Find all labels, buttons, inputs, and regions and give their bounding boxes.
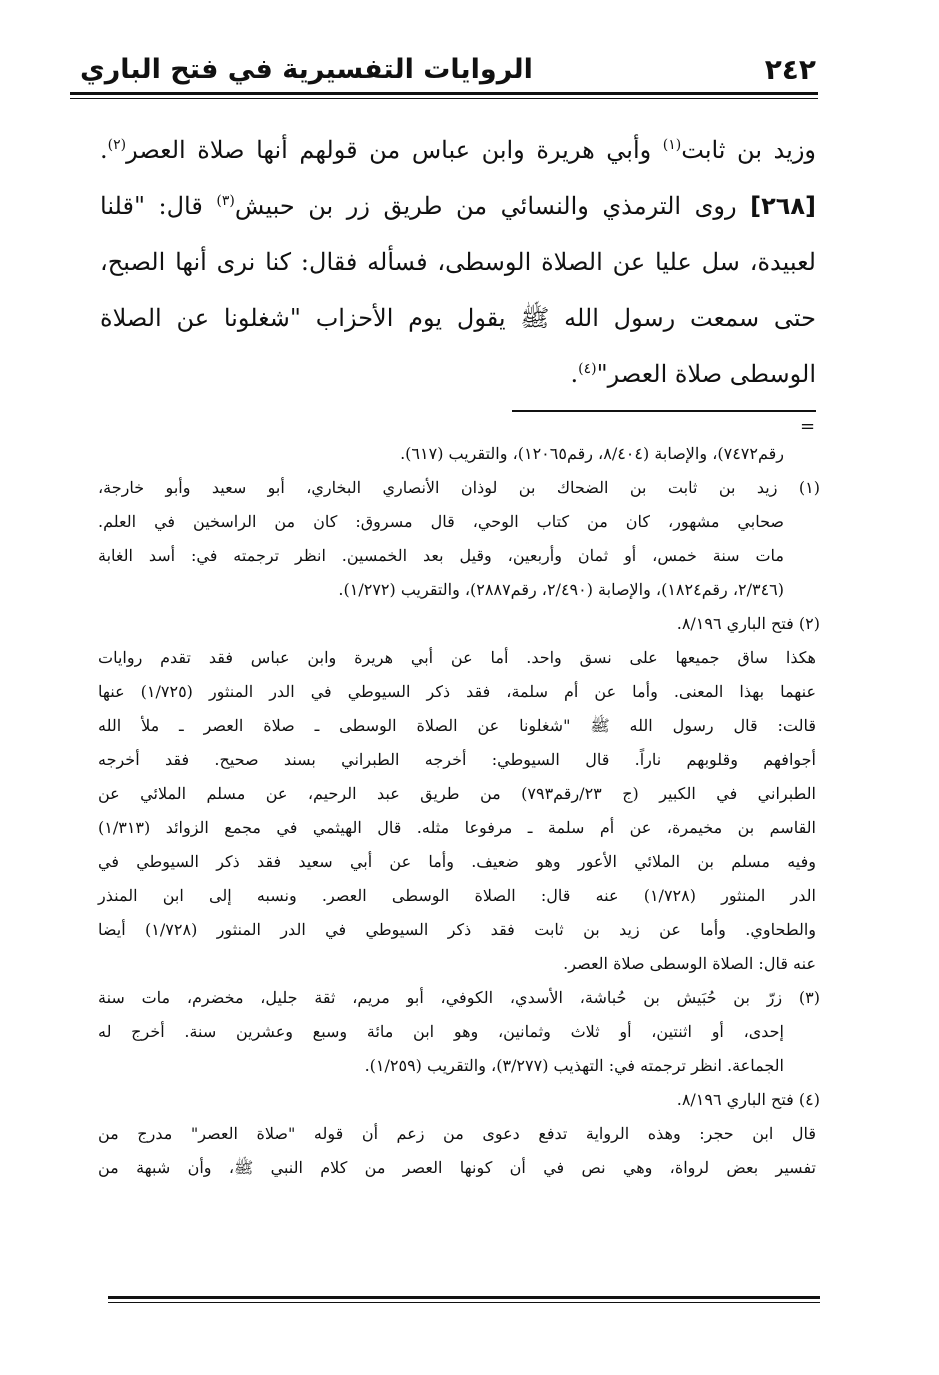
footnote-ref: (١) [662, 137, 682, 153]
page-header [70, 52, 820, 92]
running-title: الروايات التفسيرية في فتح الباري [80, 54, 533, 85]
footnote-ref: (٢) [107, 137, 127, 153]
main-line-3: لعبيدة، سل عليا عن الصلاة الوسطى، فسأله فقال: كنا نرى أنها الصبح، [100, 248, 816, 276]
page-number: ٢٤٢ [764, 53, 816, 86]
footnote-3-line: (٣) زرّ بن حُبَيش بن حُباشة، الأسدي، الكوفي، أبو مريم، ثقة جليل، مخضرم، مات سنة [98, 988, 820, 1007]
main-line-5: الوسطى صلاة العصر"$^{(٤)}$. [570, 360, 816, 388]
footnote-2-line: الطبراني في الكبير (ج ٢٣/رقم٧٩٣) من طريق عبد الرحيم، عن مسلم الملائي عن [98, 784, 817, 803]
footnote-2-line: وفيه مسلم بن الملائي الأعور وهو ضعيف. وأما عن أبي سعيد فقد ذكر السيوطي في [98, 852, 816, 871]
footnote-2-line: القاسم بن مخيمرة، عن أم سلمة ـ مرفوعا مثله. قال الهيثمي في مجمع الزوائد (١/٣١٣) [98, 818, 816, 837]
footnote-2-line: قالت: قال رسول الله ﷺ "شغلونا عن الصلاة الوسطى ـ صلاة العصر ـ ملأ الله [98, 716, 816, 735]
footer-rule-thin [108, 1302, 820, 1303]
footnote-2-line: عنهما بهذا المعنى. وأما عن أم سلمة، فقد ذكر السيوطي في الدر المنثور (١/٧٢٥) عنها [98, 682, 817, 701]
footnote-2-line: عنه قال: الصلاة الوسطى صلاة العصر. [563, 954, 816, 973]
footnote-ref: (٤) [578, 361, 597, 377]
footnote-4-line: تفسير بعض لرواة، وهي نص في أن كونها العصر من كلام النبي ﷺ، وأن شبهة من [98, 1158, 816, 1177]
hadith-number: [٢٦٨] [750, 192, 817, 220]
footnote-3-line: إحدى، أو اثنتين، أو ثلاث وثمانين، وهو ابن مائة وسبع وعشرين سنة. أخرج له [98, 1022, 784, 1041]
footnote-1-line: مات سنة خمس، أو ثمان وأربعين، وقيل بعد الخمسين. انظر ترجمته في: أسد الغابة [98, 546, 784, 565]
footnote-1-line: صحابي مشهور، كان من كتاب الوحي، قال مسروق: كان من الراسخين في العلم. [98, 512, 784, 531]
footnotes [98, 437, 820, 1185]
footnote-ref: (٣) [216, 193, 235, 209]
main-line-1: وزيد بن ثابت$^{(١)}$ وأبي هريرة وابن عباس من قولهم أنها صلاة العصر$^{(٢)}$. [100, 136, 817, 164]
main-line-4: حتى سمعت رسول الله ﷺ يقول يوم الأحزاب "شغلونا عن الصلاة [100, 304, 816, 332]
footnote-1-line: (١) زيد بن ثابت بن الضحاك بن لوذان الأنصاري البخاري، أبو سعيد وأبو خارجة، [98, 478, 820, 497]
footnote-1-line: (٢/٣٤٦، رقم١٨٢٤)، والإصابة (٢/٤٩٠، رقم٢٨٨٧)، والتقريب (١/٢٧٢). [338, 580, 784, 599]
footnote-continuation: رقم٧٤٧٢)، والإصابة (٨/٤٠٤، رقم١٢٠٦٥)، والتقريب (٦١٧). [400, 444, 784, 463]
footnote-4-line: قال ابن حجر: وهذه الرواية تدفع دعوى من زعم أن قوله "صلاة العصر" مدرج من [98, 1124, 816, 1143]
footnote-2-head: (٢) فتح الباري ٨/١٩٦. [676, 614, 820, 633]
header-rule-thin [70, 98, 818, 99]
footnote-2-line: أجوافهم وقلوبهم ناراً. قال السيوطي: أخرجه الطبراني بسند صحيح. فقد أخرجه [98, 750, 816, 769]
footnote-2-line: والطحاوي. وأما عن زيد بن ثابت فقد ذكر السيوطي في الدر المنثور (١/٧٢٨) أيضا [98, 920, 816, 939]
continuation-mark: = [800, 416, 816, 437]
footer-rule-thick [108, 1296, 820, 1299]
footnote-2-line: هكذا ساق جميعها على نسق واحد. أما عن أبي هريرة وابن عباس فقد تقدم روايات [98, 648, 816, 667]
footnote-2-line: الدر المنثور (١/٧٢٨) عنه قال: الصلاة الوسطى العصر. ونسبه إلى ابن المنذر [98, 886, 817, 905]
main-text [100, 122, 816, 402]
footnote-3-line: الجماعة. انظر ترجمته في: التهذيب (٣/٢٧٧)، والتقريب (١/٢٥٩). [364, 1056, 784, 1075]
footnote-4-head: (٤) فتح الباري ٨/١٩٦. [676, 1090, 820, 1109]
header-rule-thick [70, 92, 818, 95]
footnote-separator [512, 410, 816, 412]
main-line-2: [٢٦٨] روى الترمذي والنسائي من طريق زر بن حبيش$^{(٣)}$ قال: "قلنا [100, 192, 817, 220]
